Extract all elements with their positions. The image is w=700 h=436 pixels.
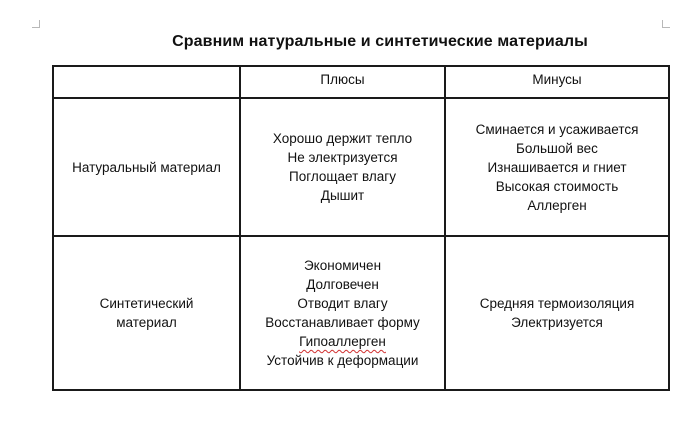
pros-item: Поглощает влагу xyxy=(289,169,396,184)
row-label-line: материал xyxy=(116,315,177,330)
pros-item: Отводит влагу xyxy=(297,296,388,311)
pros-cell-synthetic xyxy=(240,236,445,390)
pros-item: Экономичен xyxy=(303,258,382,273)
pros-item: Дышит xyxy=(320,188,365,203)
cons-item: Большой вес xyxy=(516,140,598,156)
comparison-table xyxy=(52,65,670,391)
pros-item: Восстанавливает форму xyxy=(265,315,420,330)
table-row-synthetic xyxy=(53,236,669,390)
pros-cell-natural xyxy=(240,98,445,236)
page-corner-mark xyxy=(32,20,40,28)
page-corner-mark xyxy=(662,20,670,28)
table-header-row xyxy=(53,66,669,98)
pros-item: Не электризуется xyxy=(287,150,398,165)
document-title: Сравним натуральные и синтетические материалы xyxy=(172,33,588,50)
cons-cell-natural xyxy=(445,98,669,236)
row-label-natural xyxy=(53,98,240,236)
pros-item xyxy=(241,332,444,351)
cons-item: Электризуется xyxy=(511,315,603,330)
row-label-line: Синтетический xyxy=(99,296,194,311)
header-cell-empty xyxy=(53,66,240,98)
pros-item: Хорошо держит тепло xyxy=(272,131,413,146)
row-label-line: Натуральный материал xyxy=(72,159,221,175)
spellcheck-flagged-word[interactable]: Гипоаллерген xyxy=(299,334,386,349)
cons-item: Высокая стоимость xyxy=(495,178,619,194)
header-cell-pros: Плюсы xyxy=(240,66,445,98)
row-label-synthetic xyxy=(53,236,240,390)
cons-item: Сминается и усаживается xyxy=(475,121,639,137)
cons-item: Аллерген xyxy=(527,197,587,213)
cons-cell-synthetic xyxy=(445,236,669,390)
pros-item: Долговечен xyxy=(306,277,379,292)
header-cell-cons: Минусы xyxy=(445,66,669,98)
cons-item: Изнашивается и гниет xyxy=(487,159,627,175)
table-row-natural xyxy=(53,98,669,236)
cons-item: Средняя термоизоляция xyxy=(479,296,635,311)
pros-item: Устойчив к деформации xyxy=(266,353,419,368)
